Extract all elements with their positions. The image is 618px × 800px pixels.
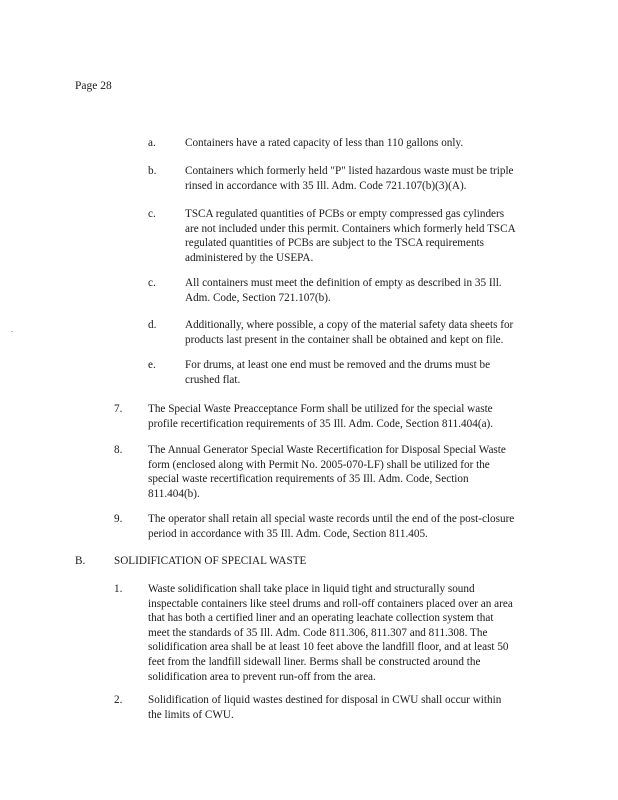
section-letter: B.	[75, 555, 86, 567]
numbered-item-text: The Special Waste Preacceptance Form shall be utilized for the special waste profile recertification requirements of 35 Ill. Adm. Code, Section 811.404(a).	[148, 403, 494, 430]
sub-item-text: Containers have a rated capacity of less than 110 gallons only.	[185, 137, 464, 149]
numbered-item-label: 8.	[114, 444, 123, 456]
section-title: SOLIDIFICATION OF SPECIAL WASTE	[114, 555, 307, 567]
sub-item-label: d.	[148, 319, 157, 331]
section-item-text: Solidification of liquid wastes destined for disposal in CWU shall occur within the limits of CWU.	[148, 694, 502, 721]
section-item-text: Waste solidification shall take place in liquid tight and structurally sound inspectable containers like steel drums and roll-off containers placed over an area that has both a certified liner and an operating leachate collection system that meet the standards of 35 Ill. Adm. Code 811.306, 811.307 and 811.308. The solidification area shall be at least 10 feet above the landfill floor, and at least 50 feet from the landfill sidewall liner. Berms shall be constructed around the solidification area to prevent run-off from the area.	[148, 583, 513, 683]
numbered-item-label: 9.	[114, 513, 123, 525]
sub-item-text: Additionally, where possible, a copy of the material safety data sheets for products last present in the container shall be obtained and kept on file.	[185, 319, 514, 346]
section-item-label: 1.	[114, 583, 123, 595]
sub-item-text: All containers must meet the definition of empty as described in 35 Ill. Adm. Code, Section 721.107(b).	[185, 277, 502, 304]
page-number: Page 28	[75, 80, 112, 92]
sub-item-text: TSCA regulated quantities of PCBs or empty compressed gas cylinders are not included under this permit. Containers which formerly held TSCA regulated quantities of PCBs are subject to the TSCA requirements administered by the USEPA.	[185, 208, 516, 264]
sub-item-label: e.	[148, 359, 156, 371]
section-item-label: 2.	[114, 694, 123, 706]
sub-item-text: Containers which formerly held "P" listed hazardous waste must be triple rinsed in accordance with 35 Ill. Adm. Code 721.107(b)(3)(A).	[185, 165, 514, 192]
numbered-item-text: The Annual Generator Special Waste Recertification for Disposal Special Waste form (enclosed along with Permit No. 2005-070-LF) shall be utilized for the special waste recertification requirements of 35 Ill. Adm. Code, Section 811.404(b).	[148, 444, 506, 500]
numbered-item-label: 7.	[114, 403, 123, 415]
stray-mark: .	[11, 325, 13, 334]
sub-item-text: For drums, at least one end must be removed and the drums must be crushed flat.	[185, 359, 491, 386]
sub-item-label: a.	[148, 137, 156, 149]
sub-item-label: c.	[148, 277, 156, 289]
sub-item-label: b.	[148, 165, 157, 177]
numbered-item-text: The operator shall retain all special waste records until the end of the post-closure period in accordance with 35 Ill. Adm. Code, Section 811.405.	[148, 513, 515, 540]
sub-item-label: c.	[148, 208, 156, 220]
